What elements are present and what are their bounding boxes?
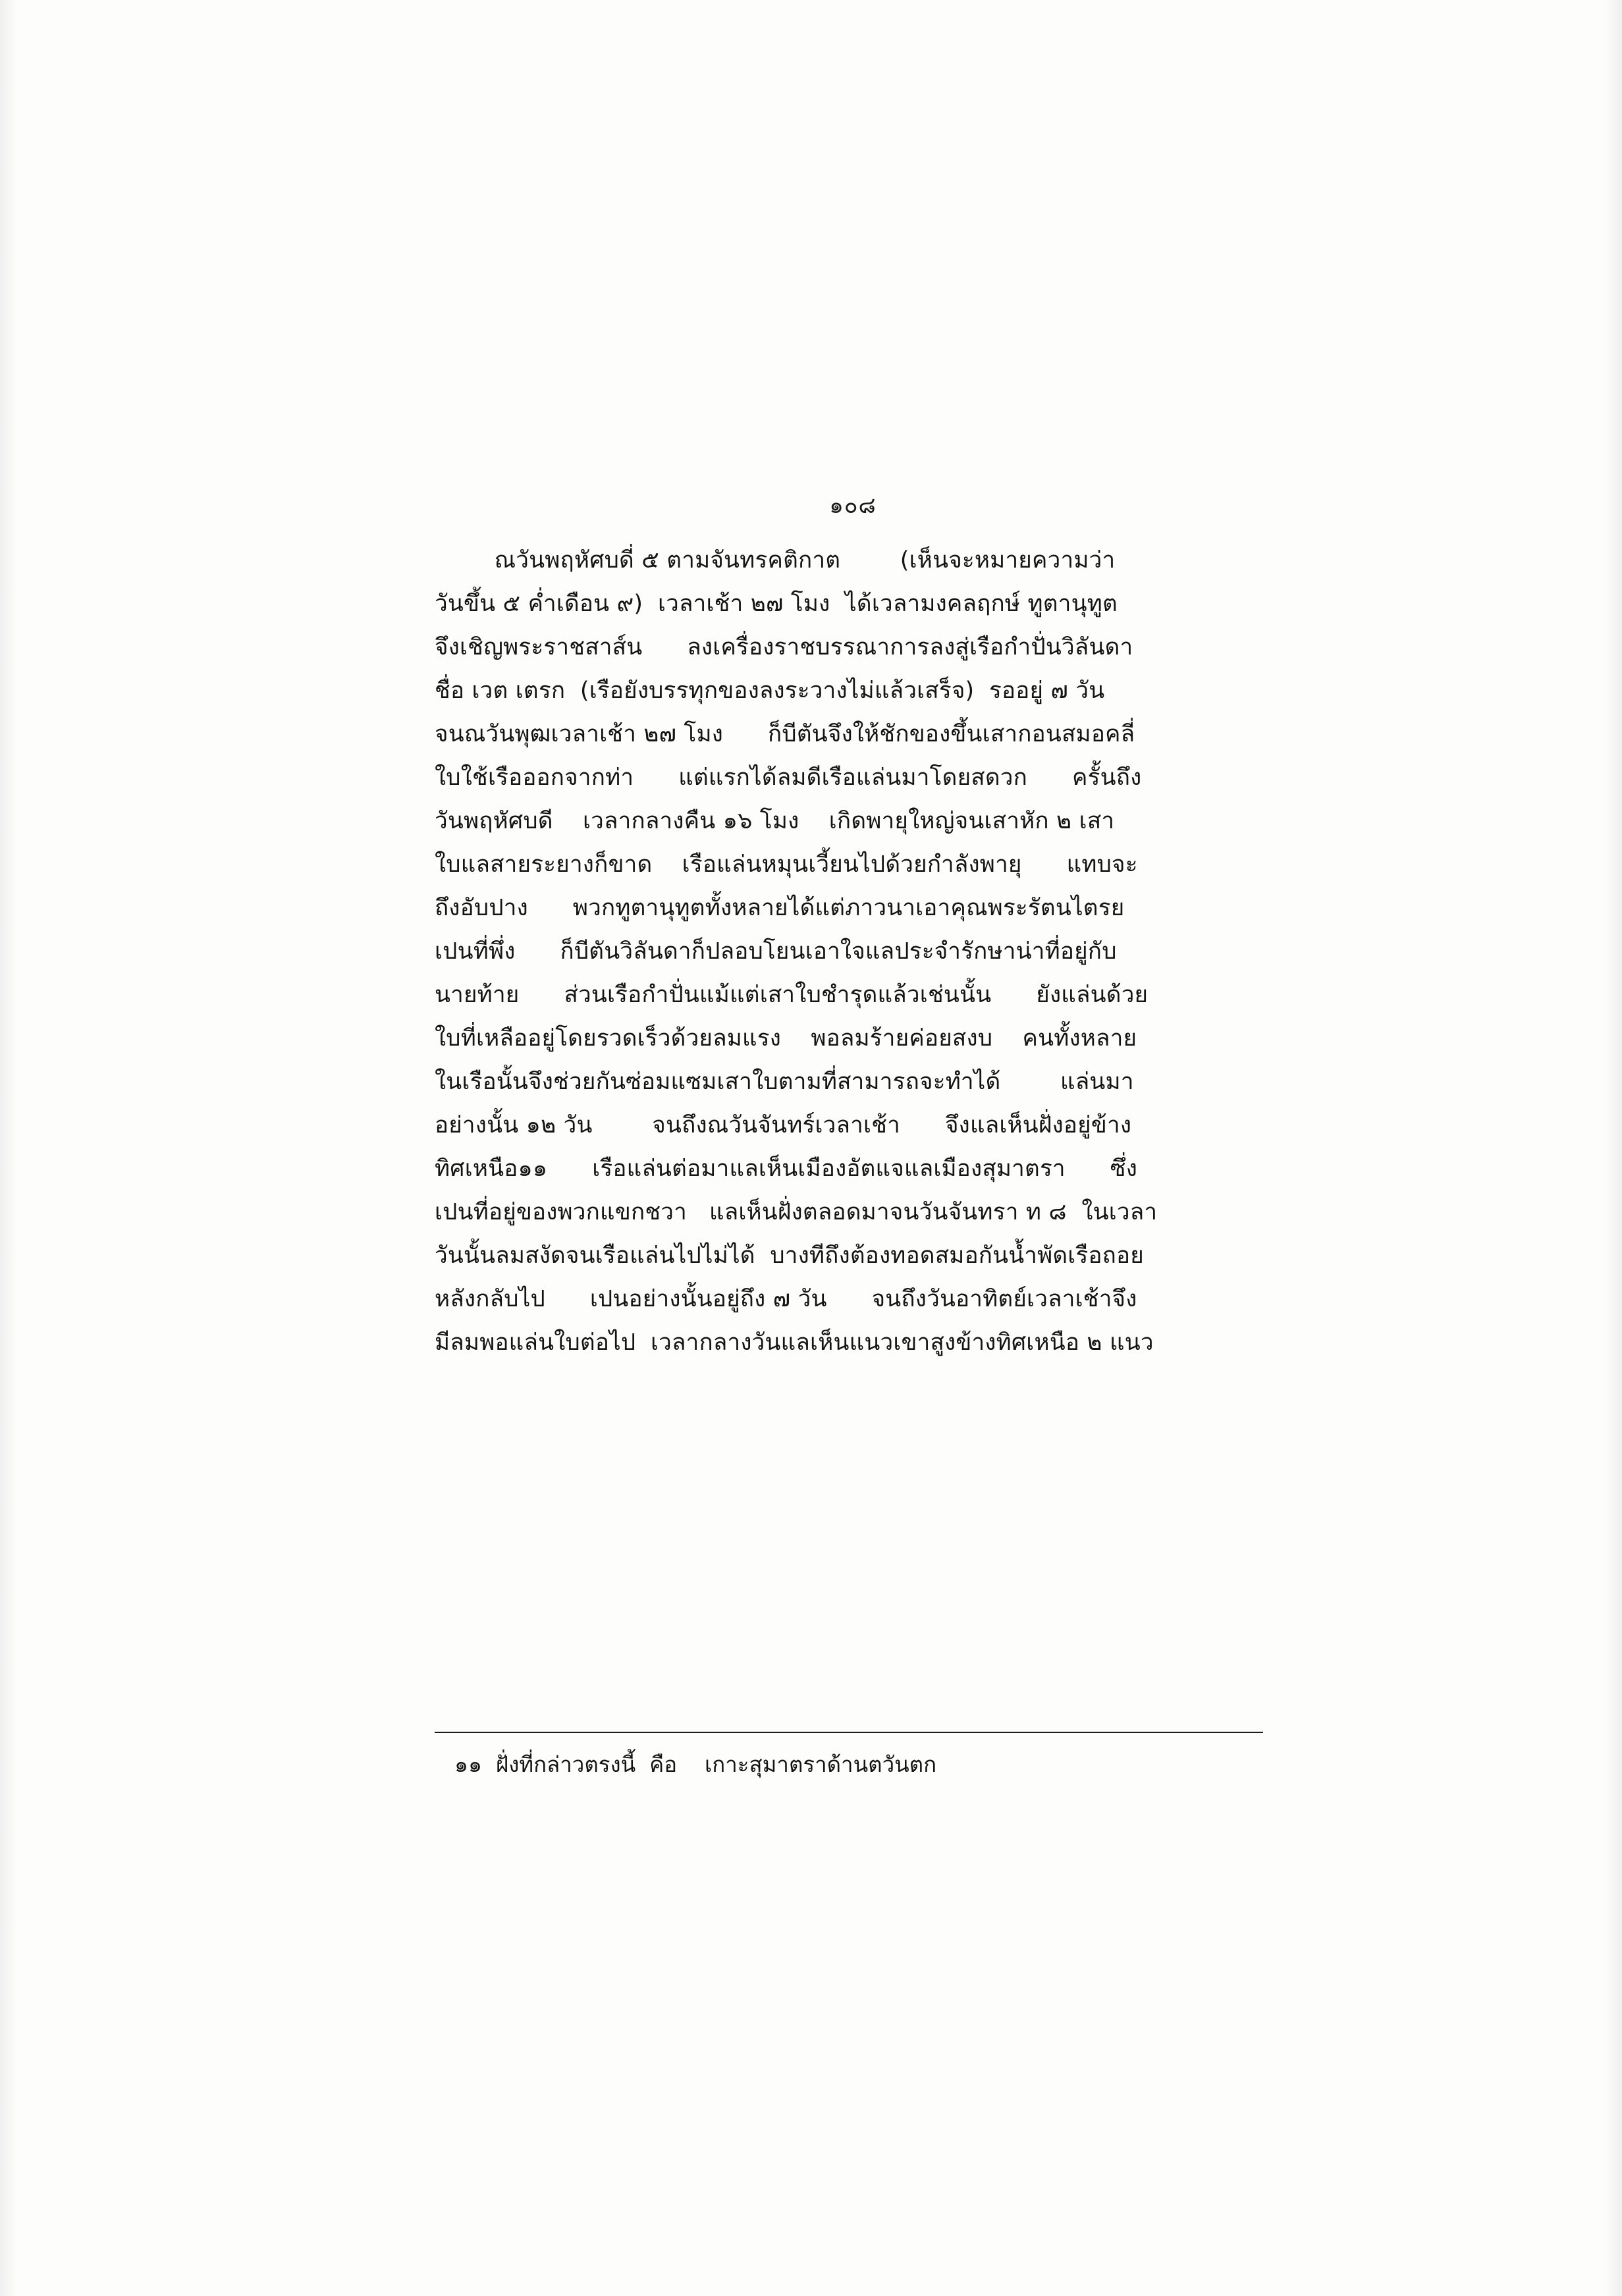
text-line: ใบแลสายระยางก็ขาด เรือแล่นหมุนเวี้ยนไปด้วยกำลังพายุ แทบจะ [435, 851, 1138, 878]
text-line: หลังกลับไป เปนอย่างนั้นอยู่ถึง ๗ วัน จนถึงวันอาทิตย์เวลาเช้าจึง [435, 1286, 1137, 1312]
scan-edge-right [1605, 0, 1622, 2296]
text-line: ณวันพฤหัศบดี่ ๕ ตามจันทรคติกาต (เห็นจะหมายความว่า [435, 547, 1116, 574]
text-line: เปนที่พึ่ง ก็บีตันวิลันดาก็ปลอบโยนเอาใจแลประจำรักษาน่าที่อยู่กับ [435, 938, 1117, 965]
body-text [435, 539, 1271, 1364]
text-line: ทิศเหนือ๑๑ เรือแล่นต่อมาแลเห็นเมืองอัตแจแลเมืองสุมาตรา ซึ่ง [435, 1156, 1137, 1182]
text-line: ถึงอับปาง พวกทูตานุทูตทั้งหลายได้แต่ภาวนาเอาคุณพระรัตนไตรย [435, 895, 1125, 921]
text-line: ชื่อ เวต เตรก (เรือยังบรรทุกของลงระวางไม่แล้วเสร็จ) รออยู่ ๗ วัน [435, 678, 1105, 704]
text-line: ใบใช้เรือออกจากท่า แต่แรกได้ลมดีเรือแล่นมาโดยสดวก ครั้นถึง [435, 764, 1142, 791]
text-line: ใบที่เหลืออยู่โดยรวดเร็วด้วยลมแรง พอลมร้ายค่อยสงบ คนทั้งหลาย [435, 1025, 1137, 1052]
text-line: นายท้าย ส่วนเรือกำปั่นแม้แต่เสาใบชำรุดแล้วเช่นนั้น ยังแล่นด้วย [435, 982, 1149, 1008]
text-line: จนณวันพุฒเวลาเช้า ๒๗ โมง ก็บีตันจึงให้ชักของขึ้นเสากอนสมอคลี่ [435, 721, 1135, 747]
footnote: ๑๑ ฝั่งที่กล่าวตรงนี้ คือ เกาะสุมาตราด้านตวันตก [454, 1751, 937, 1777]
scan-edge-left [0, 0, 17, 2296]
page-number: ๑๐๘ [829, 493, 877, 519]
text-line: ในเรือนั้นจึงช่วยกันซ่อมแซมเสาใบตามที่สามารถจะทำได้ แล่นมา [435, 1069, 1134, 1095]
footnote-divider [435, 1732, 1263, 1733]
text-line: จึงเชิญพระราชสาส์น ลงเครื่องราชบรรณาการลงสู่เรือกำปั่นวิลันดา [435, 634, 1133, 660]
text-line: วันขึ้น ๕ ค่ำเดือน ๙) เวลาเช้า ๒๗ โมง ได้เวลามงคลฤกษ์ ทูตานุทูต [435, 591, 1118, 617]
text-line: อย่างนั้น ๑๒ วัน จนถึงณวันจันทร์เวลาเช้า จึงแลเห็นฝั่งอยู่ข้าง [435, 1112, 1132, 1138]
text-line: วันพฤหัศบดี เวลากลางคืน ๑๖ โมง เกิดพายุใหญ่จนเสาหัก ๒ เสา [435, 808, 1115, 834]
text-line: วันนั้นลมสงัดจนเรือแล่นไปไม่ได้ บางทีถึงต้องทอดสมอกันน้ำพัดเรือถอย [435, 1242, 1144, 1269]
text-line: เปนที่อยู่ของพวกแขกชวา แลเห็นฝั่งตลอดมาจนวันจันทรา ท ๘ ในเวลา [435, 1199, 1158, 1225]
text-line: มีลมพอแล่นใบต่อไป เวลากลางวันแลเห็นแนวเขาสูงข้างทิศเหนือ ๒ แนว [435, 1329, 1154, 1356]
